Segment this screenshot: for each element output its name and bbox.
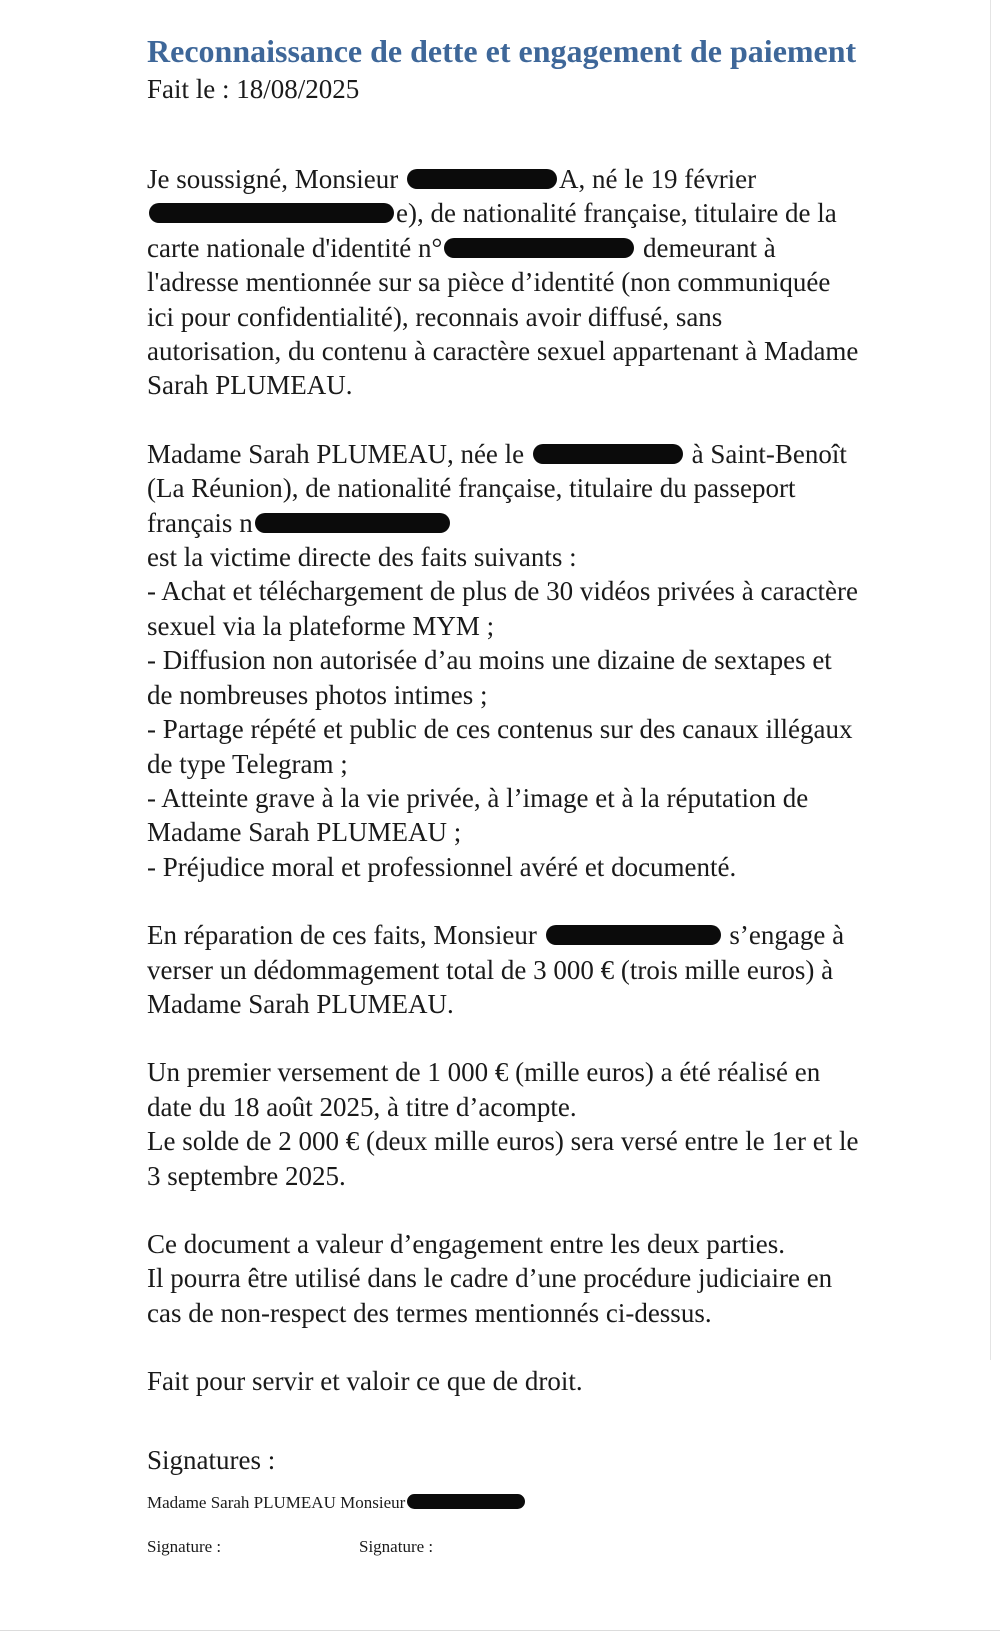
signature-party-b: Monsieur xyxy=(340,1492,406,1512)
identity-text-3: e), de nationalité française, titulaire de la carte nationale d'identité n° xyxy=(147,198,837,263)
fact-item: - Atteinte grave à la vie privée, à l’image et à la réputation de Madame Sarah PLUMEAU ; xyxy=(147,782,809,848)
victim-text-2: à Saint-Benoît (La Réunion), de nationalité française, titulaire du passeport français n xyxy=(147,438,847,538)
fact-item: - Préjudice moral et professionnel avéré et documenté. xyxy=(147,851,737,882)
redaction-mark xyxy=(407,169,557,189)
fact-item: - Diffusion non autorisée d’au moins une dizaine de sextapes et de nombreuses photos intimes ; xyxy=(147,645,832,710)
signature-party-a: Madame Sarah PLUMEAU xyxy=(147,1492,336,1512)
redaction-mark xyxy=(255,513,450,533)
identity-text-4: demeurant à l'adresse mentionnée sur sa pièce d’identité (non communiquée ici pour confidentialité), reconnais avoir diffusé, sans autorisation, du contenu à caractère sexuel appartenant à Madame Sarah PLUMEAU. xyxy=(147,232,859,401)
redaction-mark xyxy=(149,203,394,223)
page-bottom-edge xyxy=(0,1630,1000,1631)
identity-text-2: A, né le 19 février xyxy=(559,164,757,194)
compensation-text-1: En réparation de ces faits, Monsieur xyxy=(147,920,537,951)
closing-formula: Fait pour servir et valoir ce que de droit. xyxy=(147,1366,583,1397)
page-right-edge xyxy=(990,0,991,1360)
redaction-mark xyxy=(546,925,721,945)
validity-text-2: Il pourra être utilisé dans le cadre d’une procédure judiciaire en cas de non-respect des termes mentionnés ci-dessus. xyxy=(147,1263,833,1328)
facts-list xyxy=(147,574,859,884)
compensation-text-2: s’engage à verser un dédommagement total de 3 000 € (trois mille euros) à Madame Sarah PLUMEAU. xyxy=(147,920,845,1019)
signature-label-b: Signature : xyxy=(359,1536,434,1556)
document-title: Reconnaissance de dette et engagement de paiement xyxy=(147,33,857,69)
paragraph-validity xyxy=(147,1227,859,1330)
fact-item: - Achat et téléchargement de plus de 30 vidéos privées à caractère sexuel via la plateforme MYM ; xyxy=(147,576,858,641)
redaction-mark xyxy=(444,238,634,258)
paragraph-victim xyxy=(147,437,859,884)
paragraph-payments xyxy=(147,1055,859,1193)
redaction-mark xyxy=(533,444,683,464)
validity-text-1: Ce document a valeur d’engagement entre les deux parties. xyxy=(147,1228,785,1259)
redaction-mark xyxy=(407,1494,525,1509)
signature-labels xyxy=(147,1535,859,1559)
payment-balance: Le solde de 2 000 € (deux mille euros) sera versé entre le 1er et le 3 septembre 2025. xyxy=(147,1126,859,1191)
fact-item: - Partage répété et public de ces contenus sur des canaux illégaux de type Telegram ; xyxy=(147,714,853,779)
victim-text-3: est la victime directe des faits suivants : xyxy=(147,542,577,573)
document-date: Fait le : 18/08/2025 xyxy=(147,74,360,104)
paragraph-compensation xyxy=(147,918,859,1021)
signature-label-a: Signature : xyxy=(147,1536,222,1556)
identity-text-1: Je soussigné, Monsieur xyxy=(147,164,399,194)
victim-text-1: Madame Sarah PLUMEAU, née le xyxy=(147,438,525,469)
signature-parties xyxy=(147,1491,859,1515)
payment-first: Un premier versement de 1 000 € (mille euros) a été réalisé en date du 18 août 2025, à titre d’acompte. xyxy=(147,1057,821,1122)
document-body xyxy=(147,30,859,1559)
signatures-heading: Signatures : xyxy=(147,1444,276,1475)
paragraph-identity xyxy=(147,162,859,403)
